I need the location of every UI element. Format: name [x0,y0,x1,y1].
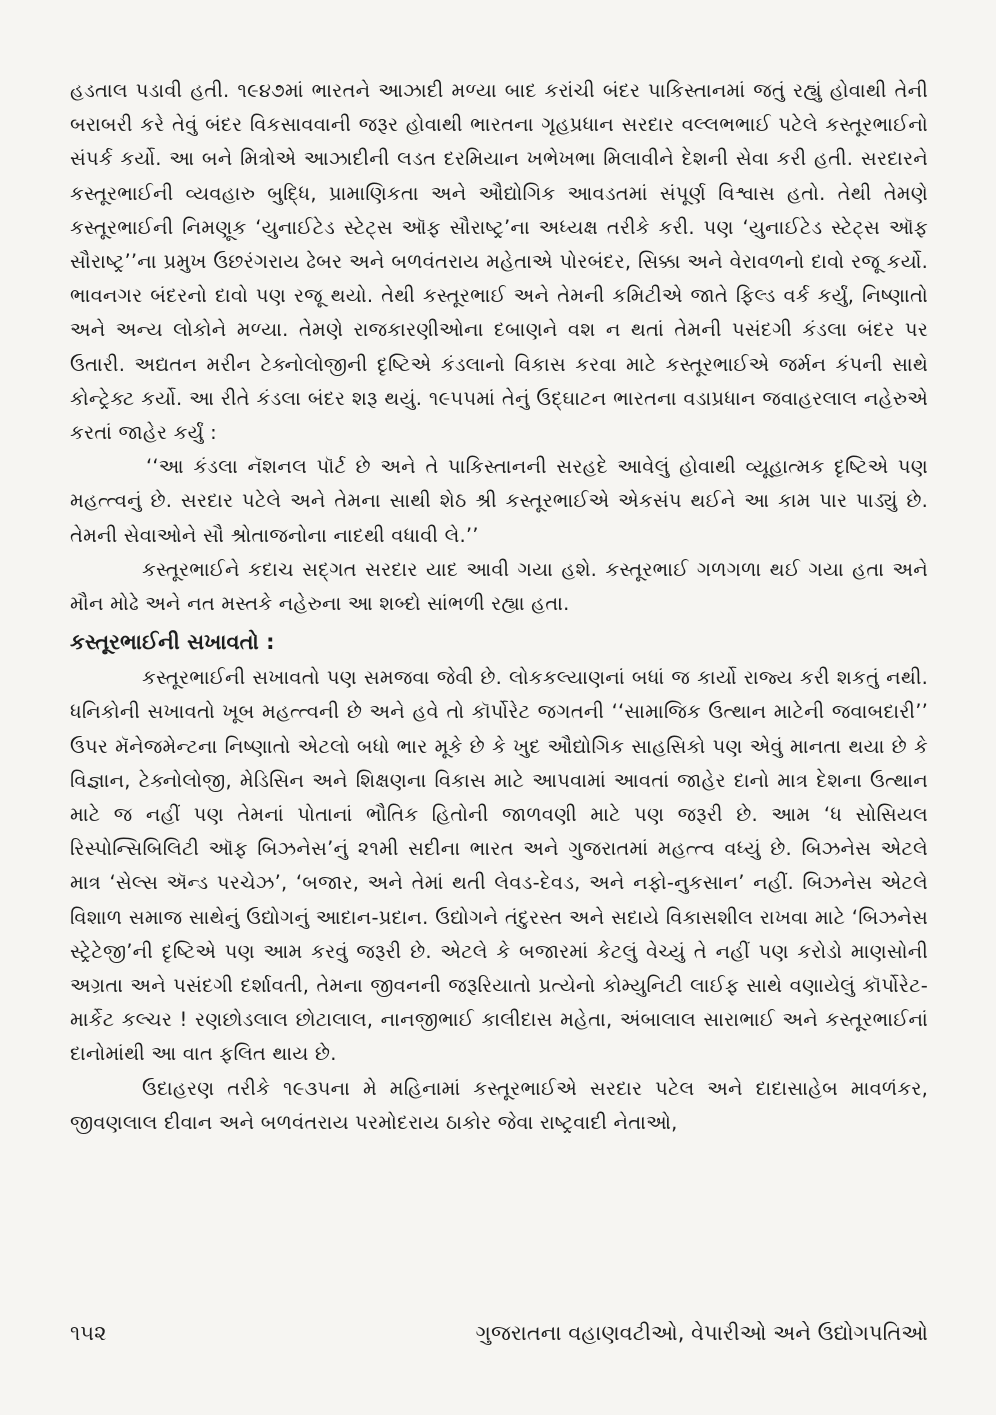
paragraph-kasturbhai-reaction: કસ્તૂરભાઈને કદાચ સદ્‌ગત સરદાર યાદ આવી ગયા હશે. કસ્તૂરભાઈ ગળગળા થઈ ગયા હતા અને મૌન મોઢે અને નત મસ્તકે નહેરુના આ શબ્દો સાંભળી રહ્યા હતા. [70,557,928,616]
nehru-quote: ‘‘આ કંડલા નૅશનલ પૉર્ટ છે અને તે પાકિસ્તાનની સરહદે આવેલું હોવાથી વ્યૂહાત્મક દૃષ્ટિએ પણ મહત્ત્વનું છે. સરદાર પટેલે અને તેમના સાથી શેઠ શ્રી કસ્તૂરભાઈએ એકસંપ થઈને આ કામ પાર પાડ્યું છે. તેમની સેવાઓને સૌ શ્રોતાજનોના નાદથી વધાવી લે.’’ [70,455,928,547]
paragraph-example-1935: ઉદાહરણ તરીકે ૧૯૩૫ના મે મહિનામાં કસ્તૂરભાઈએ સરદાર પટેલ અને દાદાસાહેબ માવળંકર, જીવણલાલ દીવાન અને બળવંતરાય પરમોદરાય ઠાકોર જેવા રાષ્ટ્રવાદી નેતાઓ, [70,1076,928,1134]
paragraph-kandla-history: હડતાલ પડાવી હતી. ૧૯૪૭માં ભારતને આઝાદી મળ્યા બાદ કરાંચી બંદર પાકિસ્તાનમાં જતું રહ્યું હોવાથી તેની બરાબરી કરે તેવું બંદર વિકસાવવાની જરૂર હોવાથી ભારતના ગૃહપ્રધાન સરદાર વલ્લભભાઈ પટેલે કસ્તૂરભાઈનો સંપર્ક કર્યો. આ બને મિત્રોએ આઝાદીની લડત દરમિયાન ખભેખભા મિલાવીને દેશની સેવા કરી હતી. સરદારને કસ્તૂરભાઈની વ્યવહારુ બુદ્ધિ, પ્રામાણિકતા અને ઔદ્યોગિક આવડતમાં સંપૂર્ણ વિશ્વાસ હતો. તેથી તેમણે કસ્તૂરભાઈની નિમણૂક ‘યુનાઈટેડ સ્ટેટ્સ ઑફ સૌરાષ્ટ્ર’ના અધ્યક્ષ તરીકે કરી. પણ ‘યુનાઈટેડ સ્ટેટ્સ ઑફ સૌરાષ્ટ્ર’’ના પ્રમુખ ઉછરંગરાય ઢેબર અને બળવંતરાય મહેતાએ પોરબંદર, સિક્કા અને વેરાવળનો દાવો રજૂ કર્યો. ભાવનગર બંદરનો દાવો પણ રજૂ થયો. તેથી કસ્તૂરભાઈ અને તેમની કમિટીએ જાતે ફિલ્ડ વર્ક કર્યું, નિષ્ણાતો અને અન્ય લોકોને મળ્યા. તેમણે રાજકારણીઓના દબાણને વશ ન થતાં તેમની પસંદગી કંડલા બંદર પર ઉતારી. અદ્યતન મરીન ટેક્નોલોજીની દૃષ્ટિએ કંડલાનો વિકાસ કરવા માટે કસ્તૂરભાઈએ જર્મન કંપની સાથે કોન્ટ્રેક્ટ કર્યો. આ રીતે કંડલા બંદર શરૂ થયું. ૧૯૫૫માં તેનું ઉદ્‌ઘાટન ભારતના વડાપ્રધાન જવાહરલાલ નહેરુએ કરતાં જાહેર કર્યું : [70,79,928,445]
section-heading: કસ્તૂરભાઈની સખાવતો : [70,630,275,655]
paragraph-philanthropy: કસ્તૂરભાઈની સખાવતો પણ સમજવા જેવી છે. લોકકલ્યાણનાં બધાં જ કાર્યો રાજ્ય કરી શકતું નથી. ધનિકોની સખાવતો ખૂબ મહત્ત્વની છે અને હવે તો કૉર્પોરેટ જગતની ‘‘સામાજિક ઉત્થાન માટેની જવાબદારી’’ ઉપર મૅનેજમેન્ટના નિષ્ણાતો એટલો બધો ભાર મૂકે છે કે ખુદ ઔદ્યોગિક સાહસિકો પણ એવું માનતા થયા છે કે વિજ્ઞાન, ટેક્નોલોજી, મેડિસિન અને શિક્ષણના વિકાસ માટે આપવામાં આવતાં જાહેર દાનો માત્ર દેશના ઉત્થાન માટે જ નહીં પણ તેમનાં પોતાનાં ભૌતિક હિતોની જાળવણી માટે પણ જરૂરી છે. આમ ‘ધ સોસિયલ રિસ્પોન્સિબિલિટી ઑફ બિઝનેસ’નું ૨૧મી સદીના ભારત અને ગુજરાતમાં મહત્ત્વ વધ્યું છે. બિઝનેસ એટલે માત્ર ‘સેલ્સ ઍન્ડ પરચેઝ’, ‘બજાર, અને તેમાં થતી લેવડ-દેવડ, અને નફો-નુકસાન’ નહીં. બિઝનેસ એટલે વિશાળ સમાજ સાથેનું ઉદ્યોગનું આદાન-પ્રદાન. ઉદ્યોગને તંદુરસ્ત અને સદાયે વિકાસશીલ રાખવા માટે ‘બિઝનેસ સ્ટ્રેટેજી’ની દૃષ્ટિએ પણ આમ કરવું જરૂરી છે. એટલે કે બજારમાં કેટલું વેચ્યું તે નહીં પણ કરોડો માણસોની અગ્રતા અને પસંદગી દર્શાવતી, તેમના જીવનની જરૂરિયાતો પ્રત્યેનો કોમ્યુનિટી લાઈફ સાથે વણાયેલું કૉર્પોરેટ-માર્કેટ કલ્ચર ! રણછોડલાલ છોટાલાલ, નાનજીભાઈ કાલીદાસ મહેતા, અંબાલાલ સારાભાઈ અને કસ્તૂરભાઈનાં દાનોમાંથી આ વાત ફલિત થાય છે. [70,666,928,1066]
page-body [70,74,928,1374]
running-title: ગુજરાતના વહાણવટીઓ, વેપારીઓ અને ઉદ્યોગપતિઓ [475,1321,928,1345]
page-number: ૧૫૨ [70,1321,107,1345]
